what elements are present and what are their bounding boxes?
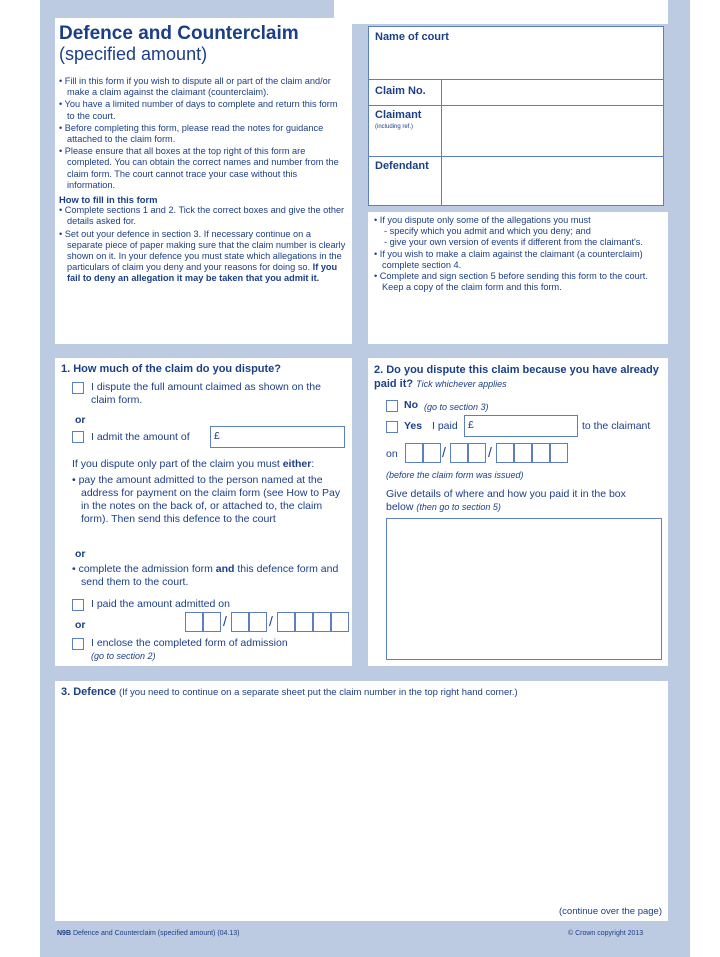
court-details-box: [368, 26, 664, 206]
deny-warning: If you fail to deny an allegation it may be taken that you admit it.: [67, 262, 338, 284]
date-separator: /: [442, 444, 446, 460]
how-to-item: • Complete sections 1 and 2. Tick the correct boxes and give the other details asked for.: [59, 205, 345, 227]
how-to-text: • Set out your defence in section 3. If necessary continue on a separate piece of paper making sure that the claim number is clearly shown on it. In your defence you must state which allegations in the particulars of claim you deny and your reasons for doing so.: [59, 228, 346, 273]
section-2-heading: [374, 363, 664, 391]
footer-copyright: © Crown copyright 2013: [568, 930, 644, 937]
complete-text: • complete the admission form: [72, 563, 213, 575]
intro-notes: [59, 76, 347, 286]
section-2-heading-text: 2. Do you dispute this claim because you have already paid it?: [374, 364, 659, 390]
date-day-cell[interactable]: [423, 443, 441, 463]
intro-panel: [55, 18, 352, 344]
complete-text-2: this defence form and send them to the court.: [81, 563, 339, 588]
partial-intro: If you dispute only part of the claim you must either:: [72, 458, 315, 470]
date-day-cell[interactable]: [185, 612, 203, 632]
go-to-section-2: (go to section 2): [91, 651, 156, 661]
or-label: or: [75, 619, 86, 631]
claimant-label: Claimant: [375, 109, 422, 121]
enclose-admission-checkbox[interactable]: [72, 638, 84, 650]
and-word: and: [215, 563, 235, 575]
admit-amount-checkbox[interactable]: [72, 431, 84, 443]
date-separator: /: [223, 613, 227, 629]
date-year-cell[interactable]: [532, 443, 550, 463]
payment-details-instruction: [386, 488, 656, 514]
no-checkbox[interactable]: [386, 400, 398, 412]
date-separator: /: [488, 444, 492, 460]
date-month-cell[interactable]: [450, 443, 468, 463]
date-year-cell[interactable]: [331, 612, 349, 632]
right-note-item: • If you wish to make a claim against the claimant (a counterclaim) complete section 4.: [374, 248, 643, 270]
yes-checkbox[interactable]: [386, 421, 398, 433]
admit-amount-field[interactable]: [210, 426, 345, 448]
date-month-cell[interactable]: [249, 612, 267, 632]
enclose-admission-label: I enclose the completed form of admission: [91, 637, 288, 649]
form-name: Defence and Counterclaim (specified amount) (04.13): [72, 930, 240, 937]
date-month-cell[interactable]: [468, 443, 486, 463]
defendant-label: Defendant: [375, 160, 429, 172]
paid-amount-field[interactable]: [464, 415, 578, 437]
tick-instruction: Tick whichever applies: [416, 379, 507, 389]
section-3-heading: [61, 686, 661, 699]
how-to-item: [59, 229, 347, 285]
top-margin-strip: [334, 0, 668, 24]
date-year-cell[interactable]: [277, 612, 295, 632]
paid-admitted-label: I paid the amount admitted on: [91, 598, 230, 610]
defence-note: (If you need to continue on a separate sheet put the claim number in the top right hand corner.): [118, 687, 518, 698]
currency-symbol: £: [468, 419, 474, 431]
to-claimant-label: to the claimant: [582, 420, 651, 432]
dispute-full-label: I dispute the full amount claimed as shown on the claim form.: [91, 381, 321, 406]
court-divider: [369, 105, 663, 106]
date-year-cell[interactable]: [295, 612, 313, 632]
paid-admitted-checkbox[interactable]: [72, 599, 84, 611]
right-note-item: • Complete and sign section 5 before sending this form to the court. Keep a copy of the claim form and this form.: [374, 271, 648, 293]
currency-symbol: £: [214, 430, 220, 442]
note-item: • You have a limited number of days to complete and return this form to the court.: [59, 99, 338, 121]
before-issued-note: (before the claim form was issued): [386, 470, 524, 480]
court-column-divider: [441, 79, 442, 206]
defence-heading: 3. Defence: [61, 686, 117, 698]
right-note-item: • If you dispute only some of the allegations you must: [374, 215, 591, 225]
date-month-cell[interactable]: [231, 612, 249, 632]
details-text: Give details of where and how you paid it in the box below: [386, 488, 626, 513]
yes-label: Yes: [404, 420, 423, 432]
partial-intro-text: If you dispute only part of the claim you must: [72, 458, 280, 470]
complete-option-text: [72, 563, 342, 589]
name-of-court-label: Name of court: [375, 31, 449, 43]
then-go-note: (then go to section 5): [416, 502, 501, 512]
no-note: (go to section 3): [424, 402, 489, 412]
form-subtitle: (specified amount): [59, 44, 208, 64]
on-label: on: [386, 448, 398, 460]
date-year-cell[interactable]: [496, 443, 514, 463]
right-notes-panel: [368, 212, 668, 344]
continue-note: (continue over the page): [559, 906, 662, 917]
date-day-cell[interactable]: [405, 443, 423, 463]
date-year-cell[interactable]: [514, 443, 532, 463]
form-title: Defence and Counterclaim: [59, 23, 299, 44]
payment-details-box[interactable]: [386, 518, 662, 660]
court-divider: [369, 156, 663, 157]
no-label: No: [404, 399, 418, 411]
i-paid-label: I paid: [432, 420, 458, 432]
note-item: • Fill in this form if you wish to dispute all or part of the claim and/or make a claim against the claimant (counterclaim).: [59, 76, 331, 98]
claim-no-label: Claim No.: [375, 85, 426, 97]
right-notes: [374, 215, 662, 293]
date-year-cell[interactable]: [313, 612, 331, 632]
or-label: or: [75, 548, 86, 560]
claimant-note: (including ref.): [375, 124, 414, 130]
footer-form-id: [57, 930, 240, 937]
right-note-dash: - give your own version of events if different from the claimant's.: [384, 237, 643, 248]
dispute-full-checkbox[interactable]: [72, 382, 84, 394]
section-1: [55, 358, 352, 666]
right-note-dash: - specify which you admit and which you deny; and: [384, 226, 591, 237]
or-label: or: [75, 414, 86, 426]
section-1-heading: 1. How much of the claim do you dispute?: [61, 363, 282, 375]
date-separator: /: [269, 613, 273, 629]
section-3[interactable]: [55, 681, 668, 921]
date-year-cell[interactable]: [550, 443, 568, 463]
admit-amount-label: I admit the amount of: [91, 431, 190, 443]
note-item: • Before completing this form, please read the notes for guidance attached to the claim form.: [59, 122, 324, 145]
court-divider: [369, 79, 663, 80]
section-2: [368, 358, 668, 666]
pay-option-text: • pay the amount admitted to the person named at the address for payment on the claim form (see How to Pay in the notes on the back of, or attached to, the claim form). Then send this defence to the court: [72, 474, 341, 525]
note-item: • Please ensure that all boxes at the top right of this form are completed. You can obtain the correct names and number from the claim form. The court cannot trace your case without this information.: [59, 146, 339, 190]
either-word: either: [282, 458, 312, 470]
how-to-heading: How to fill in this form: [59, 194, 158, 206]
date-day-cell[interactable]: [203, 612, 221, 632]
form-code: N9B: [57, 930, 72, 937]
